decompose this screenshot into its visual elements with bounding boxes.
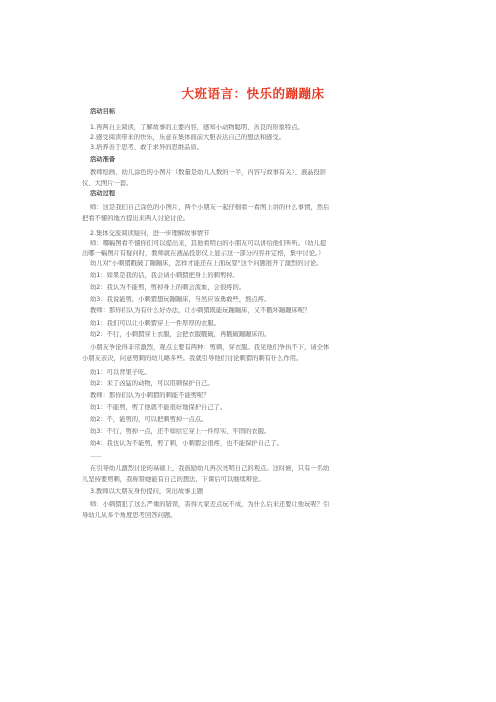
body-line: ......: [90, 452, 103, 459]
body-line: 幼2：不，能剪的，可以把刺剪掉一点点。: [90, 416, 208, 423]
body-line: 小朋友表决，问意剪刺的幼儿略多些。我就引导他们讨论刺猬的刺有什么作用。: [82, 355, 303, 362]
body-line: 幼1：可以背果子吃。: [90, 369, 151, 376]
body-line: 儿坚持要剪刺，我称赞她能有自己的想法，下课后可以继续辩论。: [82, 476, 265, 483]
body-line: 仪、大图片一套。: [82, 180, 133, 187]
body-line: 师：这是我们自己涂色的小图片，两个小朋友一起仔细看一看图上讲的什么事情，然后: [90, 204, 330, 211]
document-title: 大班语言：快乐的蹦蹦床: [181, 86, 325, 101]
body-line: 幼2：不行，小刺猬穿上衣服，会把衣服戳破，再戳破蹦蹦床的。: [90, 331, 271, 338]
body-line: 3.培养善于思考、敢于求异的思维品质。: [90, 144, 204, 151]
body-line: 把看不懂的地方提出来两人讨论讨论。: [82, 215, 190, 222]
body-line: 幼2：来了凶猛的动物，可以用刺保护自己。: [90, 380, 214, 387]
body-line: 在引导幼儿激烈讨论的基础上，我鼓励幼儿再次亮明自己的观点。这时候，只有一名幼: [90, 465, 330, 472]
body-line: 幼4：我也认为不能剪，剪了刺，小刺猬会很疼，也不能保护自己了。: [90, 440, 283, 447]
body-line: 1.再两自主阅读，了解故事的主要内容，感知小动物聪明、善良的形象特点。: [90, 124, 304, 131]
body-line: 幼1：如果是我的话，我会请小刺猬把身上的刺剪掉。: [90, 272, 239, 279]
body-line: 师：小刺猬犯了这么严重的错误，害得大家差点玩不成，为什么后来还要让他玩呢？引: [90, 501, 330, 508]
body-line: 小朋友争论得非常激烈，观点主要有两种：剪刺、穿衣服。我见他们争执不下，请全体: [90, 344, 330, 351]
body-line: 导幼儿从多个角度思考回答问题。: [82, 512, 177, 519]
body-line: 教师绘画、幼儿涂色的小图片（数量是幼儿人数的一半，内容与故事有关）、液晶投影: [90, 169, 327, 176]
body-line: 幼1：我们可以让小刺猬穿上一件厚厚的衣服。: [90, 320, 220, 327]
body-line: 幼3：我说能剪，小刺猬想玩蹦蹦床，当然应该勇敢些，熬点疼。: [90, 296, 271, 303]
body-line: 幼1：不能剪，剪了他就不能很好地保护自己了。: [90, 404, 227, 411]
body-line: 出哪一幅图片有疑问时，教师就在液晶投影仪上显示这一部分内容并定格，集中讨论。）: [82, 250, 325, 257]
body-line: 3.教师以大朋友身份提问，突出故事主题: [90, 488, 204, 495]
body-line: 教师：那你们认为有什么好办法，让小刺猬既能玩蹦蹦床，又不戳坏蹦蹦床呢？: [90, 307, 311, 314]
section-heading: 活动过程: [90, 190, 116, 197]
body-line: 幼3：不行，剪掉一点，还不如给它穿上一件厚实、牢固的衣服。: [90, 428, 271, 435]
body-line: 教师：那你们认为小刺猬的刺能不能剪呢？: [90, 392, 210, 399]
body-line: 2.集体交流阅读疑问，进一步理解故事情节: [90, 230, 210, 237]
section-heading: 活动目标: [90, 108, 116, 115]
body-line: 2.感受阅读带来的快乐，乐意在集体面前大胆表达自己的想法和感受。: [90, 134, 285, 141]
body-line: 幼2：我认为不能剪，剪掉身上的刺会流血，会很疼的。: [90, 284, 246, 291]
body-line: 幼儿对"小刺猬戳破了蹦蹦床，怎样才能还在上面玩耍"这个问题展开了激烈的讨论。: [90, 260, 323, 267]
section-heading: 活动准备: [90, 156, 116, 163]
body-line: 师：哪幅图看不懂你们可以提出来，其他看明白的小朋友可以讲给他们听听。（幼儿提: [90, 240, 327, 247]
